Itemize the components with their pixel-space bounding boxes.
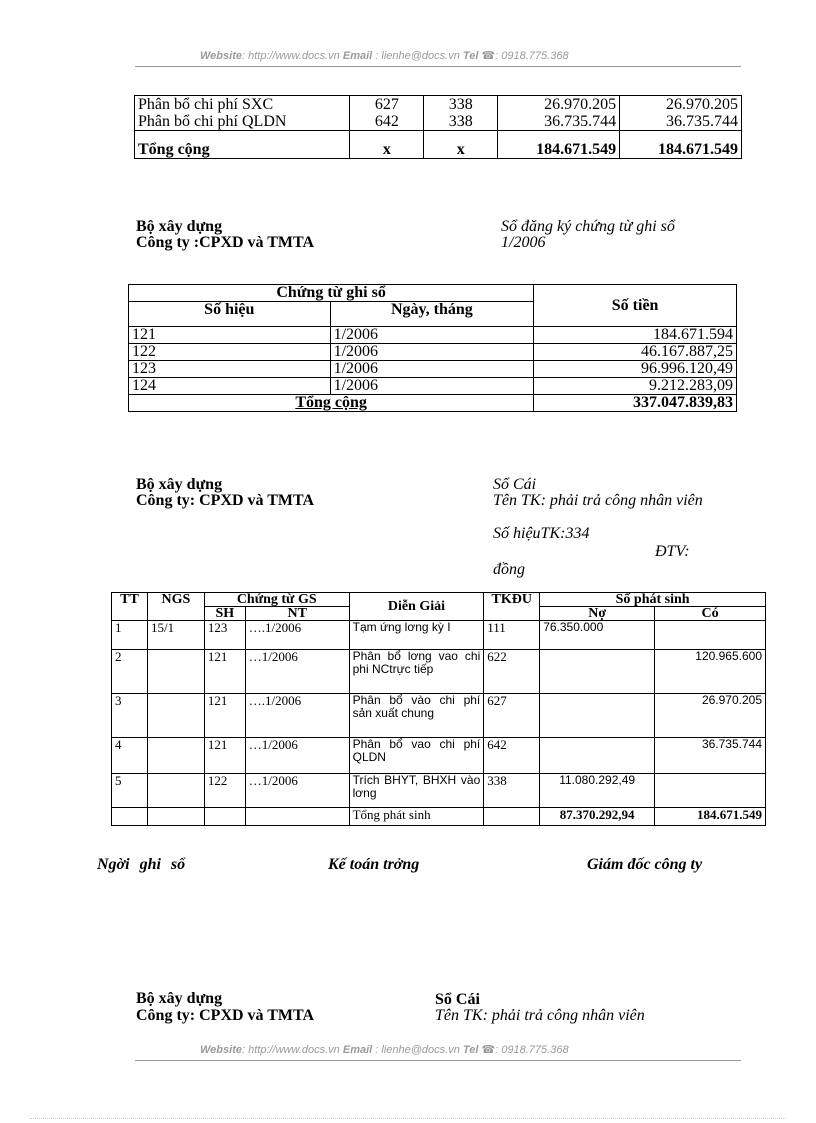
cell-desc: Phân bổ vào chi phí sản xuất chung [349, 694, 484, 738]
table-row [112, 650, 766, 694]
cell-credit: 338 [448, 113, 473, 130]
cell-tk: 622 [484, 650, 540, 694]
cell-sh: 121 [204, 650, 245, 694]
tel-label: Tel [462, 1044, 479, 1056]
cell-debit [540, 738, 655, 774]
col-date-header: Ngày, tháng [330, 302, 534, 327]
total-label: Tổng phát sinh [349, 808, 484, 826]
total-amount: 184.671.549 [498, 131, 620, 159]
col-ngs-header: NGS [147, 593, 204, 621]
website-link[interactable]: : http://www.docs.vn [241, 1044, 340, 1056]
table-row [129, 344, 737, 361]
cell-sh: 123 [204, 621, 245, 650]
total-debit: 87.370.292,94 [540, 808, 655, 826]
email-link[interactable]: : lienhe@docs.vn [375, 50, 460, 62]
cell-credit [655, 621, 766, 650]
cell-ngs [147, 738, 204, 774]
col-nt-header: NT [245, 607, 349, 621]
cell-amount: 96.996.120,49 [534, 361, 737, 378]
col-amount-header: Số tiền [534, 285, 737, 327]
col-no-header: Nợ [540, 607, 655, 621]
cell-amount: 26.970.205 [666, 96, 738, 113]
cell-amount: 36.735.744 [666, 113, 738, 130]
table-row [112, 738, 766, 774]
cell-date: 1/2006 [330, 378, 534, 395]
tel-value: : 0918.775.368 [495, 50, 569, 62]
total-credit: x [424, 131, 498, 159]
page-header [200, 49, 569, 62]
total-row [129, 395, 737, 412]
cell-nt: ….1/2006 [245, 694, 349, 738]
total-amount: 184.671.549 [620, 131, 742, 159]
cell-tk: 627 [484, 694, 540, 738]
col-ctgs-header: Chứng từ GS [204, 593, 349, 607]
company-name: Công ty: CPXD và TMTA [136, 1007, 315, 1024]
col-co-header: Có [655, 607, 766, 621]
signature-chief-accountant: Kế toán trởng [328, 856, 420, 873]
total-credit: 184.671.549 [655, 808, 766, 826]
cell-amount: 36.735.744 [544, 113, 617, 130]
page-footer [200, 1043, 569, 1056]
website-label: Website [200, 1044, 242, 1056]
cell-tk: 642 [484, 738, 540, 774]
company-name: Công ty: CPXD và TMTA [136, 492, 315, 509]
total-label: Tổng cộng [135, 131, 350, 159]
ledger-account-name: Tên TK: phải trả công nhân viên [435, 1007, 645, 1024]
cell-no: 122 [129, 344, 331, 361]
cell-ngs [147, 694, 204, 738]
page-edge [30, 1118, 786, 1119]
cell-debit: 627 [374, 96, 399, 113]
cell-nt: ….1/2006 [245, 621, 349, 650]
email-link[interactable]: : lienhe@docs.vn [375, 1044, 460, 1056]
table-row [112, 621, 766, 650]
ministry-name: Bộ xây dựng [136, 990, 223, 1007]
cell-debit: 642 [374, 113, 399, 130]
unit-value: đồng [493, 561, 525, 578]
group-header: Chứng từ ghi sổ [129, 285, 534, 302]
cell-nt: …1/2006 [245, 650, 349, 694]
unit-label: ĐTV: [655, 543, 690, 560]
total-debit: x [350, 131, 424, 159]
ledger-title: Sổ Cái [493, 476, 537, 493]
register-period: 1/2006 [501, 234, 546, 251]
cell-ngs: 15/1 [147, 621, 204, 650]
cell-ngs [147, 774, 204, 808]
total-amount: 337.047.839,83 [534, 395, 737, 412]
cell-sh: 121 [204, 738, 245, 774]
cell-tt: 4 [112, 738, 148, 774]
email-label: Email [342, 1044, 373, 1056]
register-table [128, 284, 737, 412]
cell-date: 1/2006 [330, 344, 534, 361]
ministry-name: Bộ xây dựng [136, 218, 223, 235]
cell-sh: 121 [204, 694, 245, 738]
tel-value: : 0918.775.368 [495, 1044, 569, 1056]
table-row [112, 694, 766, 738]
cell-credit [655, 774, 766, 808]
cell-tt: 1 [112, 621, 148, 650]
cell-desc: Trích BHYT, BHXH vào lơng [349, 774, 484, 808]
table-row [129, 361, 737, 378]
footer-divider [135, 1060, 741, 1061]
table-row [135, 96, 742, 131]
cell-desc: Phân bổ chi phí SXC [138, 96, 274, 113]
cell-tt: 2 [112, 650, 148, 694]
cell-sh: 122 [204, 774, 245, 808]
phone-icon: ☎ [481, 1044, 496, 1056]
col-spt-header: Số phát sinh [540, 593, 766, 607]
cell-credit: 120.965.600 [655, 650, 766, 694]
cell-tk: 338 [484, 774, 540, 808]
company-name: Công ty :CPXD và TMTA [136, 234, 315, 251]
cell-amount: 184.671.594 [534, 327, 737, 344]
signature-recorder: Ngời ghi sổ [97, 856, 186, 873]
cell-date: 1/2006 [330, 327, 534, 344]
cell-desc: Phân bổ lơng vao chi phi NCtrực tiếp [349, 650, 484, 694]
cell-debit [540, 650, 655, 694]
ledger-table [111, 592, 766, 826]
ledger-title: Sổ Cái [435, 991, 480, 1008]
cell-nt: …1/2006 [245, 774, 349, 808]
website-link[interactable]: : http://www.docs.vn [241, 50, 340, 62]
cell-ngs [147, 650, 204, 694]
summary-table [134, 95, 742, 159]
cell-debit: 11.080.292,49 [540, 774, 655, 808]
email-label: Email [342, 50, 373, 62]
cell-desc: Tạm ứng lơng kỳ I [349, 621, 484, 650]
total-label: Tổng cộng [129, 395, 534, 412]
ministry-name: Bộ xây dựng [136, 476, 223, 493]
table-row [129, 378, 737, 395]
phone-icon: ☎ [481, 50, 496, 62]
ledger-account-no: Số hiệuTK:334 [493, 525, 590, 542]
cell-tt: 3 [112, 694, 148, 738]
cell-amount: 26.970.205 [544, 96, 617, 113]
table-row [112, 774, 766, 808]
cell-amount: 9.212.283,09 [534, 378, 737, 395]
cell-no: 124 [129, 378, 331, 395]
cell-credit: 338 [448, 96, 473, 113]
tel-label: Tel [462, 50, 479, 62]
cell-amount: 46.167.887,25 [534, 344, 737, 361]
register-title: Sổ đăng ký chứng từ ghi sổ [501, 218, 675, 235]
total-row [112, 808, 766, 826]
cell-tt: 5 [112, 774, 148, 808]
cell-debit [540, 694, 655, 738]
col-tt-header: TT [112, 593, 148, 621]
cell-debit: 76.350.000 [540, 621, 655, 650]
cell-credit: 26.970.205 [655, 694, 766, 738]
cell-credit: 36.735.744 [655, 738, 766, 774]
ledger-account-name: Tên TK: phải trả công nhân viên [493, 492, 703, 509]
signature-director: Giám đốc công ty [587, 856, 703, 873]
cell-desc: Phân bổ vao chi phí QLDN [349, 738, 484, 774]
cell-no: 123 [129, 361, 331, 378]
website-label: Website [200, 50, 242, 62]
col-no-header: Số hiệu [129, 302, 331, 327]
header-divider [135, 66, 741, 67]
cell-nt: …1/2006 [245, 738, 349, 774]
table-row [129, 327, 737, 344]
cell-desc: Phân bổ chi phí QLDN [138, 113, 287, 130]
cell-tk: 111 [484, 621, 540, 650]
total-row [135, 131, 742, 159]
cell-date: 1/2006 [330, 361, 534, 378]
cell-no: 121 [129, 327, 331, 344]
col-sh-header: SH [204, 607, 245, 621]
col-tk-header: TKĐU [484, 593, 540, 621]
col-desc-header: Diễn Giải [349, 593, 484, 621]
